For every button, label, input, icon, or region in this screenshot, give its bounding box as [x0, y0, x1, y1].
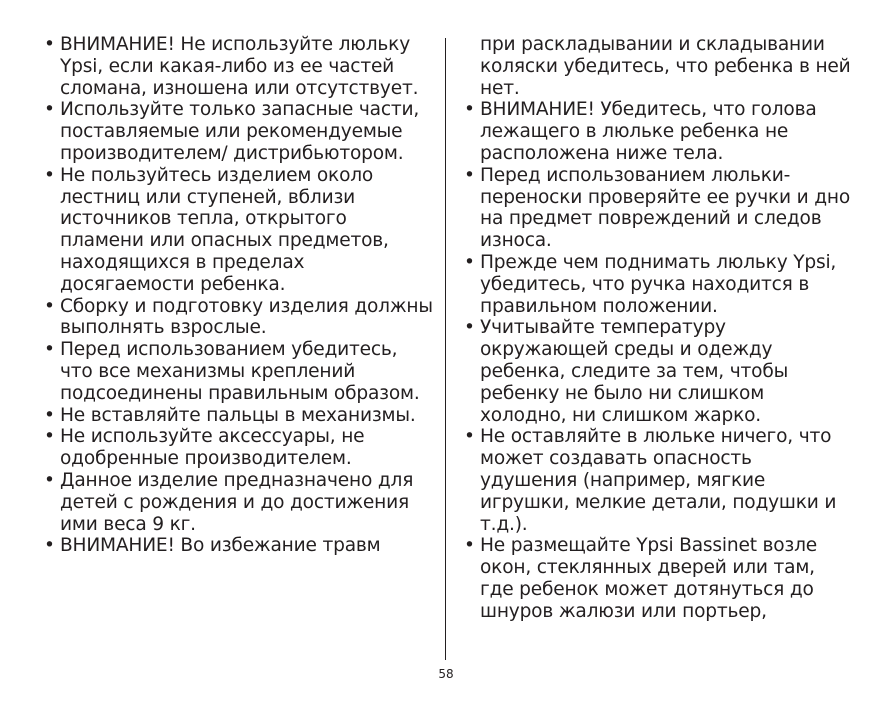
list-item-text: Не пользуйтесь изделием около лестниц или ступеней, вблизи источников тепла, открытого пламени или опасных предметов, находящихся в пределах досягаемости ребенка. — [60, 164, 389, 295]
bullet: • — [44, 469, 55, 491]
column-divider — [445, 38, 446, 660]
list-item-text: при раскладывании и складывании коляски убедитесь, что ребенка в ней нет. — [480, 34, 851, 99]
list-item — [44, 470, 434, 535]
bullet: • — [44, 164, 55, 186]
list-item — [44, 165, 434, 296]
bullet: • — [464, 164, 475, 186]
list-item-text: Учитывайте температуру окружающей среды и одежду ребенка, следите за тем, чтобы ребенку не было ни слишком холодно, ни слишком жарко. — [480, 317, 789, 426]
list-item-text: Не оставляйте в люльке ничего, что может создавать опасность удушения (например, мягкие игрушки, мелкие детали, подушки и т.д.). — [480, 426, 837, 535]
list-item-text: Не размещайте Ypsi Bassinet возле окон, стеклянных дверей или там, где ребенок может дотянуться до шнуров жалюзи или портьер, — [480, 535, 818, 622]
left-column — [44, 34, 434, 557]
bullet: • — [464, 251, 475, 273]
bullet: • — [44, 34, 55, 55]
list-item-text: Используйте только запасные части, поставляемые или рекомендуемые производителем/ дистрибьютором. — [60, 99, 420, 164]
list-item-text: Данное изделие предназначено для детей с рождения и до достижения ими веса 9 кг. — [60, 469, 414, 535]
bullet: • — [464, 426, 475, 448]
list-item — [464, 252, 854, 317]
page-number: 58 — [438, 667, 454, 681]
list-item-text: ВНИМАНИЕ! Во избежание травм — [60, 535, 381, 557]
list-item-text: Сборку и подготовку изделия должны выполнять взрослые. — [60, 295, 433, 339]
list-item-text: Перед использованием убедитесь, что все механизмы креплений подсоединены правильным образом. — [60, 339, 420, 404]
list-item — [44, 535, 434, 557]
list-item-continuation — [464, 34, 854, 99]
list-item — [44, 99, 434, 164]
list-item-text: ВНИМАНИЕ! Убедитесь, что голова лежащего в люльке ребенка не расположена ниже тела. — [480, 99, 817, 164]
bullet: • — [44, 426, 55, 448]
bullet: • — [464, 99, 475, 121]
bullet: • — [44, 404, 55, 426]
list-item — [464, 165, 854, 252]
list-item-text: Не используйте аксессуары, не одобренные производителем. — [60, 426, 365, 470]
list-item-text: Не вставляйте пальцы в механизмы. — [60, 404, 416, 426]
bullet: • — [464, 317, 475, 339]
bullet: • — [44, 99, 55, 121]
list-item — [44, 426, 434, 470]
list-item — [464, 426, 854, 535]
list-item-text: Перед использованием люльки-переноски проверяйте ее ручки и дно на предмет повреждений и следов износа. — [480, 164, 850, 252]
bullet: • — [44, 295, 55, 317]
list-item — [464, 317, 854, 426]
bullet: • — [44, 535, 55, 557]
list-item-text: Прежде чем поднимать люльку Ypsi, убедитесь, что ручка находится в правильном положении. — [480, 251, 837, 317]
bullet: • — [464, 535, 475, 557]
right-column — [464, 34, 854, 623]
list-item — [44, 405, 434, 427]
list-item — [44, 34, 434, 99]
bullet: • — [44, 339, 55, 361]
list-item — [464, 535, 854, 622]
list-item — [44, 339, 434, 404]
list-item-text: ВНИМАНИЕ! Не используйте люльку Ypsi, если какая-либо из ее частей сломана, изношена или отсутствует. — [60, 34, 419, 99]
list-item — [44, 296, 434, 340]
list-item — [464, 99, 854, 164]
